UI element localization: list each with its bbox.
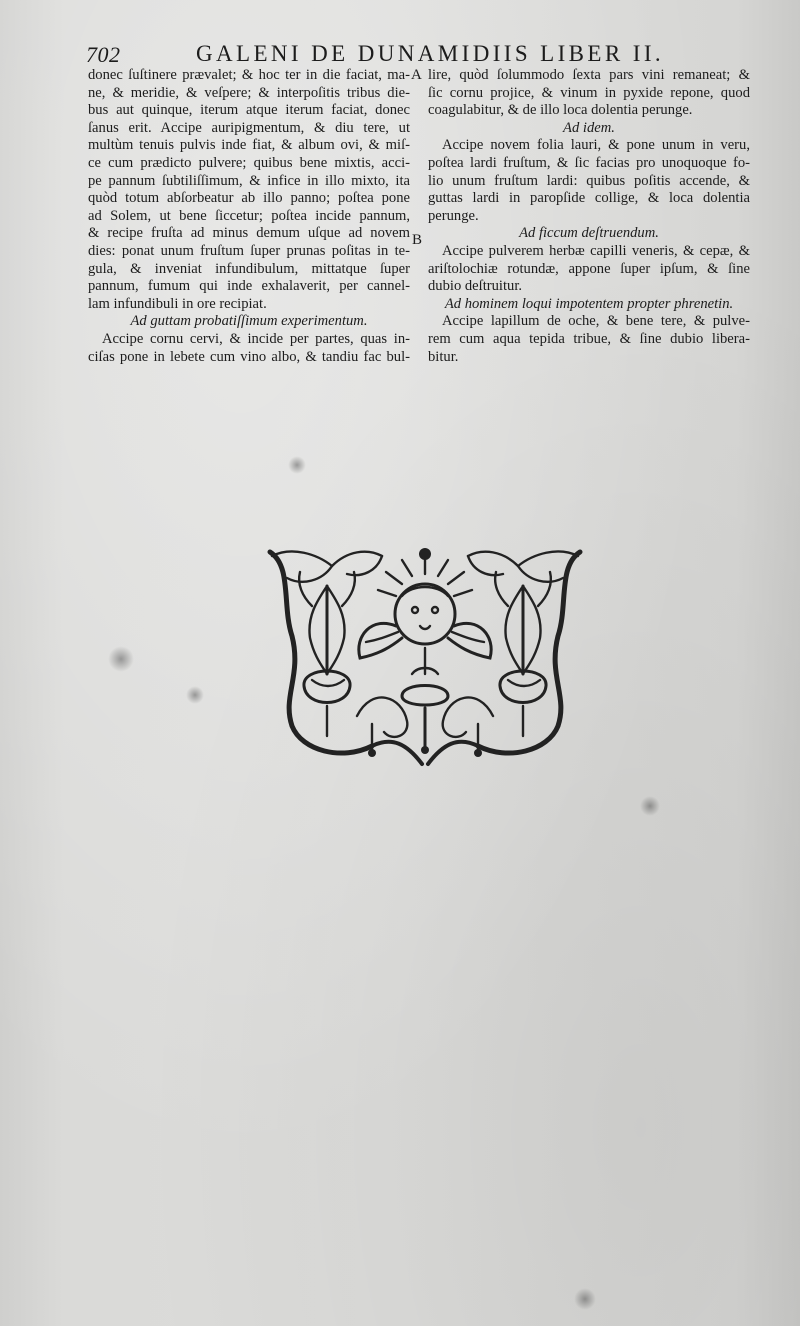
text-line: ce cum prædicto pulvere; quibus bene mixtis, acci-: [88, 154, 410, 171]
text-line: ſanus erit. Accipe auripigmentum, & diu tere, ut: [88, 119, 410, 136]
text-line: Accipe lapillum de oche, & bene tere, & pulve-: [442, 313, 750, 330]
text-line: bus aut quinque, iterum atque iterum faciat, donec: [88, 102, 410, 119]
text-line: Accipe cornu cervi, & incide per partes, quas in-: [102, 330, 410, 347]
text-line: guttas lardi in paropſide collige, & loca dolentia: [428, 190, 750, 207]
text-line: poſtea lardi fruſtum, & ſic facias pro unoquoque fo-: [428, 154, 750, 171]
right-column: [428, 67, 750, 366]
text-line: pannum, fumum qui inde exhalaverit, per cannel-: [88, 278, 410, 295]
left-column: [88, 67, 410, 366]
text-line: ne, & meridie, & veſpere; & interpoſitis tribus die-: [88, 84, 410, 101]
page-header: [0, 38, 800, 68]
page-number: 702: [86, 42, 121, 67]
section-heading: Ad hominem loqui impotentem propter phrenetin.: [444, 295, 734, 312]
text-line: dies: ponat unum fruſtum ſuper prunas poſitas in te-: [88, 242, 410, 259]
text-line: ad Solem, ut bene ſiccetur; poſtea incide pannum,: [88, 207, 410, 224]
text-line: ciſas pone in lebete cum vino albo, & tandiu fac bul-: [88, 348, 410, 365]
paper-stain: [288, 456, 306, 474]
text-line: gula, & inveniat infundibulum, mittatque ſuper: [88, 260, 410, 277]
running-title: GALENI DE DUNAMIDIIS LIBER II.: [196, 41, 665, 66]
text-line: donec ſuſtinere prævalet; & hoc ter in die faciat, ma-: [88, 67, 410, 83]
text-line: quòd totum abſorbeatur ab illo panno; poſtea pone: [88, 190, 410, 207]
margin-letter-b: B: [412, 232, 423, 248]
cherub-tailpiece-ornament-icon: [262, 546, 588, 770]
text-line: rem cum aqua tepida tribue, & ſine dubio libera-: [428, 330, 750, 347]
text-line: bitur.: [428, 348, 459, 365]
text-line: lam infundibuli in ore recipiat.: [88, 295, 267, 312]
paper-stain: [186, 686, 204, 704]
section-heading: Ad ficcum deſtruendum.: [519, 225, 659, 242]
text-line: lio unum fruſtum lardi: quibus poſitis accende, &: [428, 172, 750, 189]
text-line: multùm tenuis pulvis inde fiat, & album ovi, & miſ-: [88, 137, 410, 154]
paper-stain: [108, 646, 134, 672]
text-line: Accipe pulverem herbæ capilli veneris, & cepæ, &: [442, 242, 750, 259]
text-line: pe pannum ſubtiliſſimum, & infice in illo mixto, ita: [88, 172, 410, 189]
section-heading: Ad guttam probatiſſimum experimentum.: [130, 313, 368, 330]
text-line: & recipe fruſta ad minus demum uſque ad novem: [88, 225, 410, 242]
text-line: Accipe novem folia lauri, & pone unum in veru,: [442, 137, 750, 154]
section-heading: Ad idem.: [563, 119, 615, 136]
text-line: ſic cornu projice, & vinum in pyxide repone, quod: [428, 84, 750, 101]
paper-stain: [574, 1288, 596, 1310]
text-line: perunge.: [428, 207, 479, 224]
text-line: coagulabitur, & de illo loca dolentia perunge.: [428, 102, 693, 119]
margin-letter-a: A: [411, 67, 422, 83]
text-line: dubio deſtruitur.: [428, 278, 523, 295]
text-line: ariſtolochiæ rotundæ, appone ſuper ipſum, & ſine: [428, 260, 750, 277]
paper-stain: [640, 796, 660, 816]
text-line: lire, quòd ſolummodo ſexta pars vini remaneat; &: [428, 67, 750, 83]
